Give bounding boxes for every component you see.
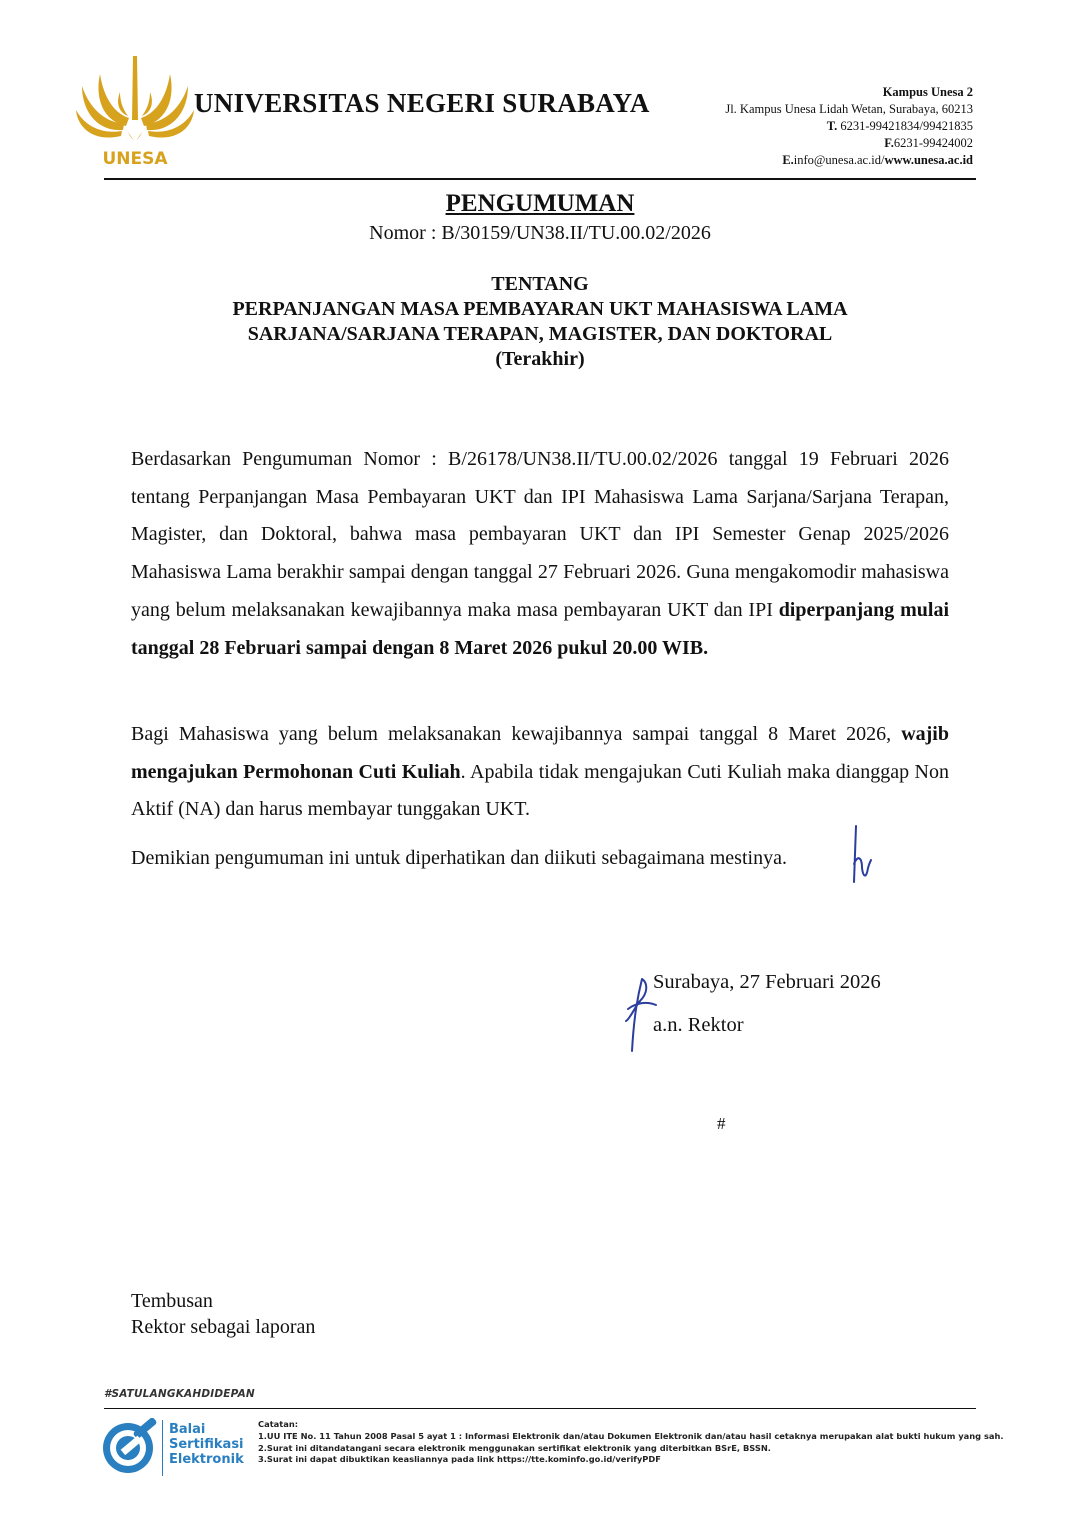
campus-name: Kampus Unesa 2 bbox=[882, 85, 973, 99]
email-line: E.info@unesa.ac.id/www.unesa.ac.id bbox=[782, 153, 973, 167]
footer-notes bbox=[258, 1419, 1004, 1466]
body-paragraph-3: Demikian pengumuman ini untuk diperhatikan dan diikuti sebagaimana mestinya. bbox=[131, 847, 787, 869]
bsre-wordmark: Balai Sertifikasi Elektronik bbox=[169, 1422, 244, 1467]
notes-title: Catatan: bbox=[258, 1419, 299, 1429]
note-item: 3.Surat ini dapat dibuktikan keasliannya pada link https://tte.kominfo.go.id/verifyPDF bbox=[258, 1454, 661, 1465]
header-divider bbox=[104, 178, 976, 180]
announcement-subject bbox=[0, 272, 1080, 372]
signature-place-date: Surabaya, 27 Februari 2026 bbox=[653, 971, 881, 993]
subject-line: SARJANA/SARJANA TERAPAN, MAGISTER, DAN DOKTORAL bbox=[247, 323, 833, 345]
initial-paraf-mark bbox=[848, 824, 876, 884]
contact-block bbox=[725, 84, 973, 169]
logo-wordmark: UNESA bbox=[102, 149, 168, 169]
subject-line: (Terakhir) bbox=[495, 348, 585, 370]
subject-line: TENTANG bbox=[491, 273, 589, 295]
bsre-divider bbox=[162, 1420, 163, 1476]
copy-label: Tembusan bbox=[131, 1290, 213, 1312]
announcement-number: Nomor : B/30159/UN38.II/TU.00.02/2026 bbox=[369, 222, 711, 244]
footer-hashtag: #SATULANGKAHDIDEPAN bbox=[104, 1388, 255, 1400]
unesa-logo bbox=[76, 52, 194, 170]
signature-on-behalf: a.n. Rektor bbox=[653, 1014, 744, 1036]
signature-paraf-mark bbox=[618, 975, 658, 1055]
announcement-title: PENGUMUMAN bbox=[445, 190, 635, 217]
fax-line: F.6231-99424002 bbox=[884, 136, 973, 150]
note-item: 2.Surat ini ditandatangani secara elektronik menggunakan sertifikat elektronik yang diterbitkan BSrE, BSSN. bbox=[258, 1442, 771, 1453]
phone-line: T. 6231-99421834/99421835 bbox=[826, 119, 973, 133]
copy-recipient: Rektor sebagai laporan bbox=[131, 1316, 316, 1338]
subject-line: PERPANJANGAN MASA PEMBAYARAN UKT MAHASISWA LAMA bbox=[232, 298, 848, 320]
body-paragraph-2: Bagi Mahasiswa yang belum melaksanakan kewajibannya sampai tanggal 8 Maret 2026, wajib mengajukan Permohonan Cuti Kuliah. Apabila tidak mengajukan Cuti Kuliah maka dianggap Non Aktif (NA) dan harus membayar tunggakan UKT. bbox=[131, 723, 949, 820]
bsre-logo-icon bbox=[98, 1418, 160, 1476]
university-name: UNIVERSITAS NEGERI SURABAYA bbox=[194, 88, 650, 118]
signature-hash-mark: # bbox=[717, 1114, 726, 1133]
body-paragraph-1: Berdasarkan Pengumuman Nomor : B/26178/UN38.II/TU.00.02/2026 tanggal 19 Februari 2026 tentang Perpanjangan Masa Pembayaran UKT dan IPI Mahasiswa Lama Sarjana/Sarjana Terapan, Magister, dan Doktoral, bahwa masa pembayaran UKT dan IPI Semester Genap 2025/2026 Mahasiswa Lama berakhir sampai dengan tanggal 27 Februari 2026. Guna mengakomodir mahasiswa yang belum melaksanakan kewajibannya maka masa pembayaran UKT dan IPI diperpanjang mulai tanggal 28 Februari sampai dengan 8 Maret 2026 pukul 20.00 WIB. bbox=[131, 448, 949, 659]
logo-torch bbox=[132, 56, 138, 120]
campus-address: Jl. Kampus Unesa Lidah Wetan, Surabaya, 60213 bbox=[725, 102, 973, 116]
note-item: 1.UU ITE No. 11 Tahun 2008 Pasal 5 ayat 1 : Informasi Elektronik dan/atau Dokumen Elektronik dan/atau hasil cetaknya merupakan alat bukti hukum yang sah. bbox=[258, 1430, 1004, 1441]
footer-divider bbox=[104, 1408, 976, 1409]
